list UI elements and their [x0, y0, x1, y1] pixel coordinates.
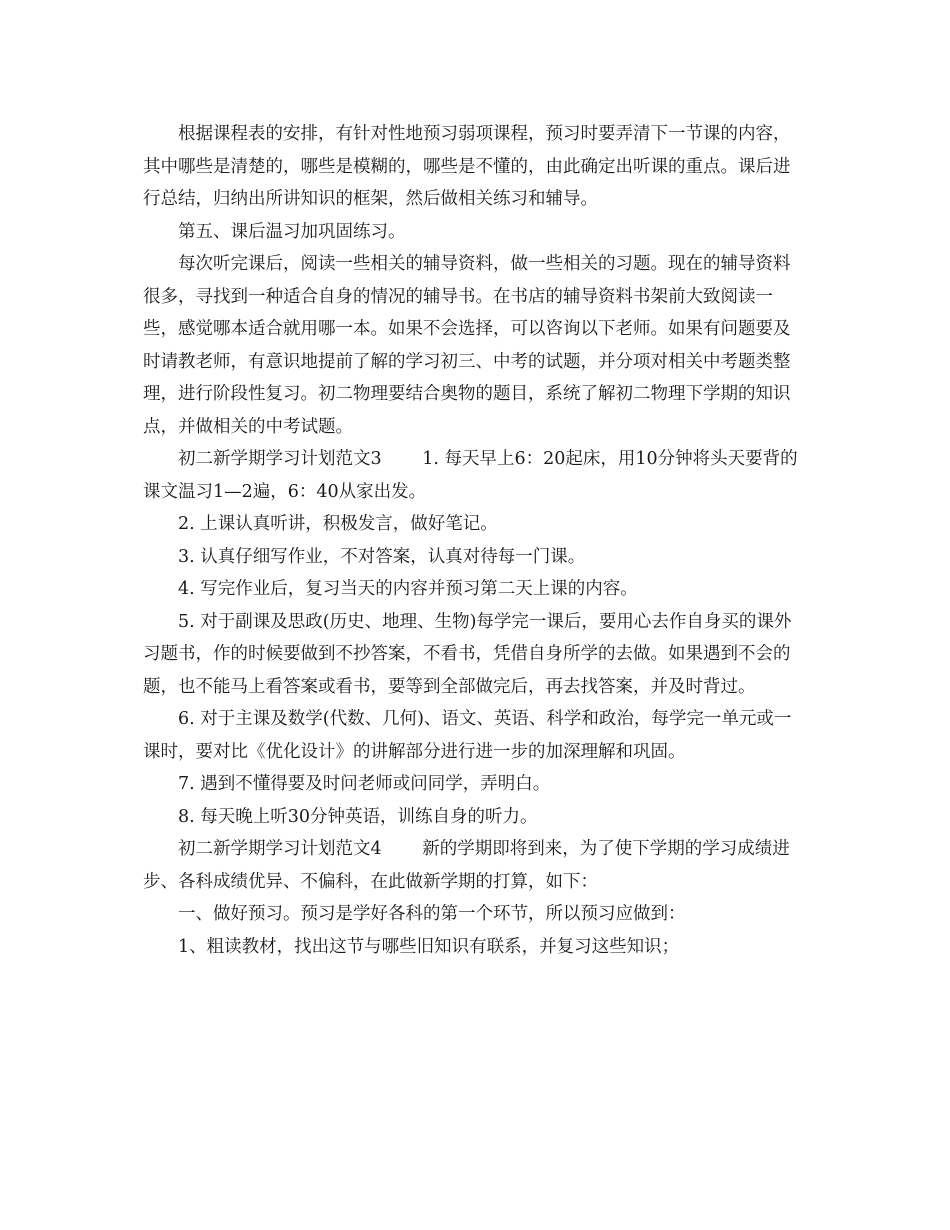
paragraph: 初二新学期学习计划范文4 新的学期即将到来，为了使下学期的学习成绩进步、各科成绩优异、不偏科，在此做新学期的打算，如下： — [143, 839, 790, 892]
paragraph: 根据课程表的安排，有针对性地预习弱项课程，预习时要弄清下一节课的内容，其中哪些是清楚的，哪些是模糊的，哪些是不懂的，由此确定出听课的重点。课后进行总结，归纳出所讲知识的框架，然后做相关练习和辅导。 — [143, 124, 791, 209]
document-body — [143, 118, 805, 963]
paragraph: 第五、课后温习加巩固练习。 — [178, 221, 406, 242]
paragraph: 初二新学期学习计划范文3 1. 每天早上6：20起床，用10分钟将头天要背的课文温习1—2遍，6：40从家出发。 — [143, 449, 798, 502]
paragraph: 2. 上课认真听讲，积极发言，做好笔记。 — [178, 514, 498, 534]
paragraph: 5. 对于副课及思政(历史、地理、生物)每学完一课后，要用心去作自身买的课外习题书，作的时候要做到不抄答案，不看书，凭借自身所学的去做。如果遇到不会的题，也不能马上看答案或看书，要等到全部做完后，再去找答案，并及时背过。 — [143, 611, 792, 697]
paragraph: 1、粗读教材，找出这节与哪些旧知识有联系，并复习这些知识； — [178, 936, 680, 957]
paragraph: 7. 遇到不懂得要及时问老师或问同学，弄明白。 — [178, 774, 551, 794]
paragraph: 3. 认真仔细写作业，不对答案，认真对待每一门课。 — [178, 546, 586, 567]
paragraph: 一、做好预习。预习是学好各科的第一个环节，所以预习应做到： — [178, 904, 686, 924]
paragraph: 8. 每天晚上听30分钟英语，训练自身的听力。 — [178, 806, 538, 827]
paragraph: 每次听完课后，阅读一些相关的辅导资料，做一些相关的习题。现在的辅导资料很多，寻找到一种适合自身的情况的辅导书。在书店的辅导资料书架前大致阅读一些，感觉哪本适合就用哪一本。如果不会选择，可以咨询以下老师。如果有问题要及时请教老师，有意识地提前了解的学习初三、中考的试题，并分项对相关中考题类整理，进行阶段性复习。初二物理要结合奥物的题目，系统了解初二物理下学期的知识点，并做相关的中考试题。 — [143, 254, 791, 437]
paragraph: 6. 对于主课及数学(代数、几何)、语文、英语、科学和政治，每学完一单元或一课时，要对比《优化设计》的讲解部分进行进一步的加深理解和巩固。 — [143, 709, 792, 762]
paragraph: 4. 写完作业后，复习当天的内容并预习第二天上课的内容。 — [178, 579, 638, 599]
